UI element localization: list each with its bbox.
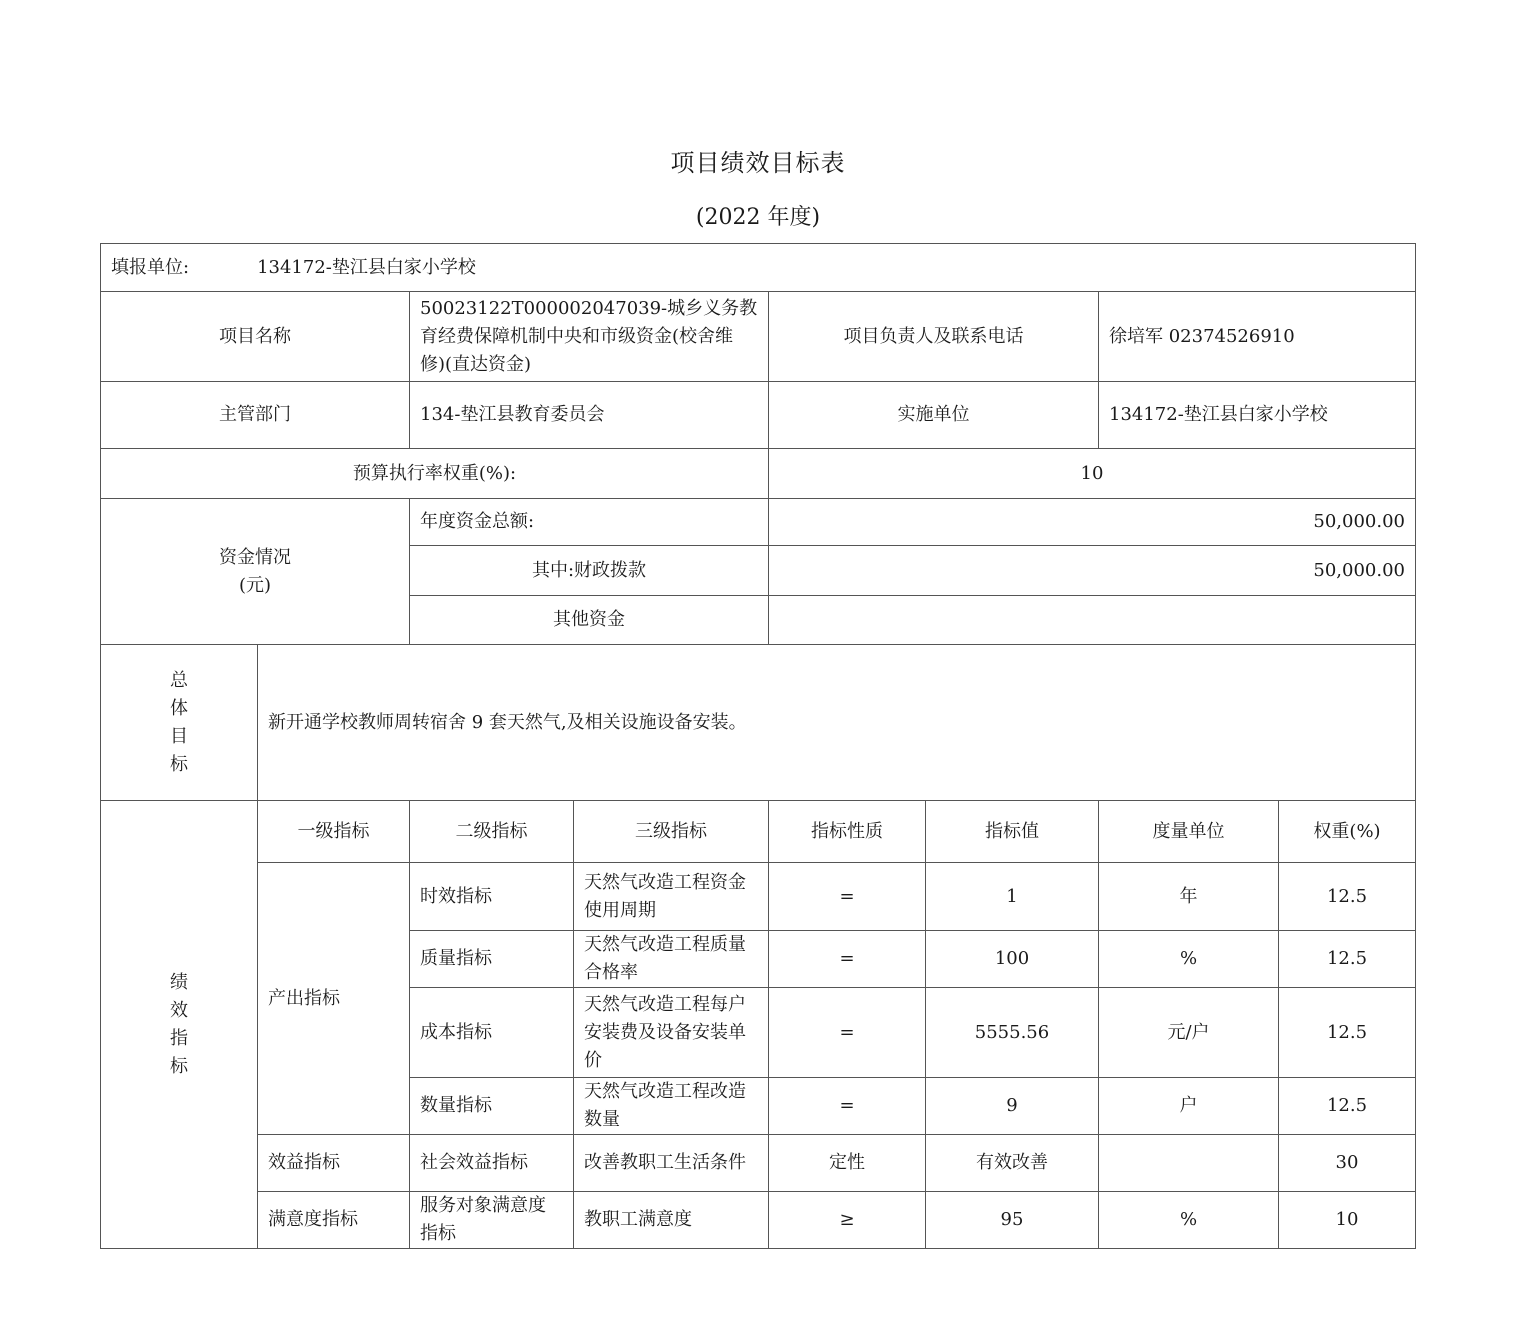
project-contact-label: 项目负责人及联系电话 <box>769 292 1099 382</box>
goal-label-char: 标 <box>170 753 188 775</box>
level1-output: 产出指标 <box>258 863 410 1135</box>
level2-cell: 时效指标 <box>410 863 574 931</box>
funds-total-value: 50,000.00 <box>769 499 1416 546</box>
metrics-label-char: 效 <box>170 999 188 1021</box>
impl-unit-value: 134172-垫江县白家小学校 <box>1099 382 1416 449</box>
goal-label-char: 目 <box>170 725 188 747</box>
level3-cell: 改善教职工生活条件 <box>574 1135 769 1192</box>
weight-cell: 12.5 <box>1279 931 1416 988</box>
table-row <box>101 1192 1416 1249</box>
metrics-label <box>101 801 258 1249</box>
dept-label: 主管部门 <box>101 382 410 449</box>
header-level2: 二级指标 <box>410 801 574 863</box>
header-value: 指标值 <box>926 801 1099 863</box>
metrics-label-char: 指 <box>170 1027 188 1049</box>
header-unit: 度量单位 <box>1099 801 1279 863</box>
unit-value: 134172-垫江县白家小学校 <box>257 256 476 278</box>
unit-cell: 年 <box>1099 863 1279 931</box>
header-level1: 一级指标 <box>258 801 410 863</box>
funds-label-line1: 资金情况 <box>219 546 291 568</box>
weight-cell: 12.5 <box>1279 863 1416 931</box>
nature-cell: = <box>769 863 926 931</box>
page-subtitle-year: (2022 年度) <box>695 205 821 230</box>
nature-cell: ≥ <box>769 1192 926 1249</box>
goal-row <box>101 645 1416 801</box>
metrics-header-row <box>101 801 1416 863</box>
level2-cell: 社会效益指标 <box>410 1135 574 1192</box>
nature-cell: 定性 <box>769 1135 926 1192</box>
header-weight: 权重(%) <box>1279 801 1416 863</box>
weight-cell: 12.5 <box>1279 1078 1416 1135</box>
goal-text: 新开通学校教师周转宿舍 9 套天然气,及相关设施设备安装。 <box>258 645 1416 801</box>
nature-cell: = <box>769 988 926 1078</box>
unit-cell <box>1099 1135 1279 1192</box>
value-cell: 100 <box>926 931 1099 988</box>
dept-row <box>101 382 1416 449</box>
project-contact-value: 徐培军 02374526910 <box>1099 292 1416 382</box>
project-name-value: 50023122T000002047039-城乡义务教育经费保障机制中央和市级资金(校舍维修)(直达资金) <box>410 292 769 382</box>
level3-cell: 天然气改造工程资金使用周期 <box>574 863 769 931</box>
weight-cell: 10 <box>1279 1192 1416 1249</box>
value-cell: 5555.56 <box>926 988 1099 1078</box>
dept-value: 134-垫江县教育委员会 <box>410 382 769 449</box>
nature-cell: = <box>769 931 926 988</box>
performance-table <box>100 243 1416 1249</box>
level3-cell: 天然气改造工程改造数量 <box>574 1078 769 1135</box>
unit-cell: 户 <box>1099 1078 1279 1135</box>
unit-row <box>101 244 1416 292</box>
level1-satisfaction: 满意度指标 <box>258 1192 410 1249</box>
weight-cell: 30 <box>1279 1135 1416 1192</box>
funds-other-label: 其他资金 <box>410 596 769 645</box>
unit-cell: % <box>1099 1192 1279 1249</box>
level3-cell: 天然气改造工程每户安装费及设备安装单价 <box>574 988 769 1078</box>
funds-total-label: 年度资金总额: <box>410 499 769 546</box>
project-name-label: 项目名称 <box>101 292 410 382</box>
goal-label <box>101 645 258 801</box>
level2-cell: 服务对象满意度指标 <box>410 1192 574 1249</box>
table-row <box>101 863 1416 931</box>
page-title: 项目绩效目标表 <box>670 149 846 177</box>
goal-label-char: 体 <box>170 697 188 719</box>
value-cell: 9 <box>926 1078 1099 1135</box>
budget-weight-label: 预算执行率权重(%): <box>101 449 769 499</box>
funds-total-row <box>101 499 1416 546</box>
goal-label-char: 总 <box>170 669 188 691</box>
funds-label <box>101 499 410 645</box>
level2-cell: 成本指标 <box>410 988 574 1078</box>
table-row <box>101 1135 1416 1192</box>
metrics-label-char: 标 <box>170 1055 188 1077</box>
level1-benefit: 效益指标 <box>258 1135 410 1192</box>
unit-label: 填报单位: <box>111 256 190 278</box>
unit-cell: 元/户 <box>1099 988 1279 1078</box>
level3-cell: 教职工满意度 <box>574 1192 769 1249</box>
funds-label-line2: (元) <box>238 574 272 596</box>
level3-cell: 天然气改造工程质量合格率 <box>574 931 769 988</box>
value-cell: 1 <box>926 863 1099 931</box>
level2-cell: 数量指标 <box>410 1078 574 1135</box>
funds-fiscal-label: 其中:财政拨款 <box>410 546 769 596</box>
nature-cell: = <box>769 1078 926 1135</box>
metrics-label-char: 绩 <box>170 971 188 993</box>
project-row <box>101 292 1416 382</box>
header-level3: 三级指标 <box>574 801 769 863</box>
funds-other-value <box>769 596 1416 645</box>
level2-cell: 质量指标 <box>410 931 574 988</box>
value-cell: 有效改善 <box>926 1135 1099 1192</box>
weight-cell: 12.5 <box>1279 988 1416 1078</box>
budget-weight-value: 10 <box>769 449 1416 499</box>
funds-fiscal-value: 50,000.00 <box>769 546 1416 596</box>
impl-unit-label: 实施单位 <box>769 382 1099 449</box>
unit-cell: % <box>1099 931 1279 988</box>
header-nature: 指标性质 <box>769 801 926 863</box>
value-cell: 95 <box>926 1192 1099 1249</box>
budget-weight-row <box>101 449 1416 499</box>
